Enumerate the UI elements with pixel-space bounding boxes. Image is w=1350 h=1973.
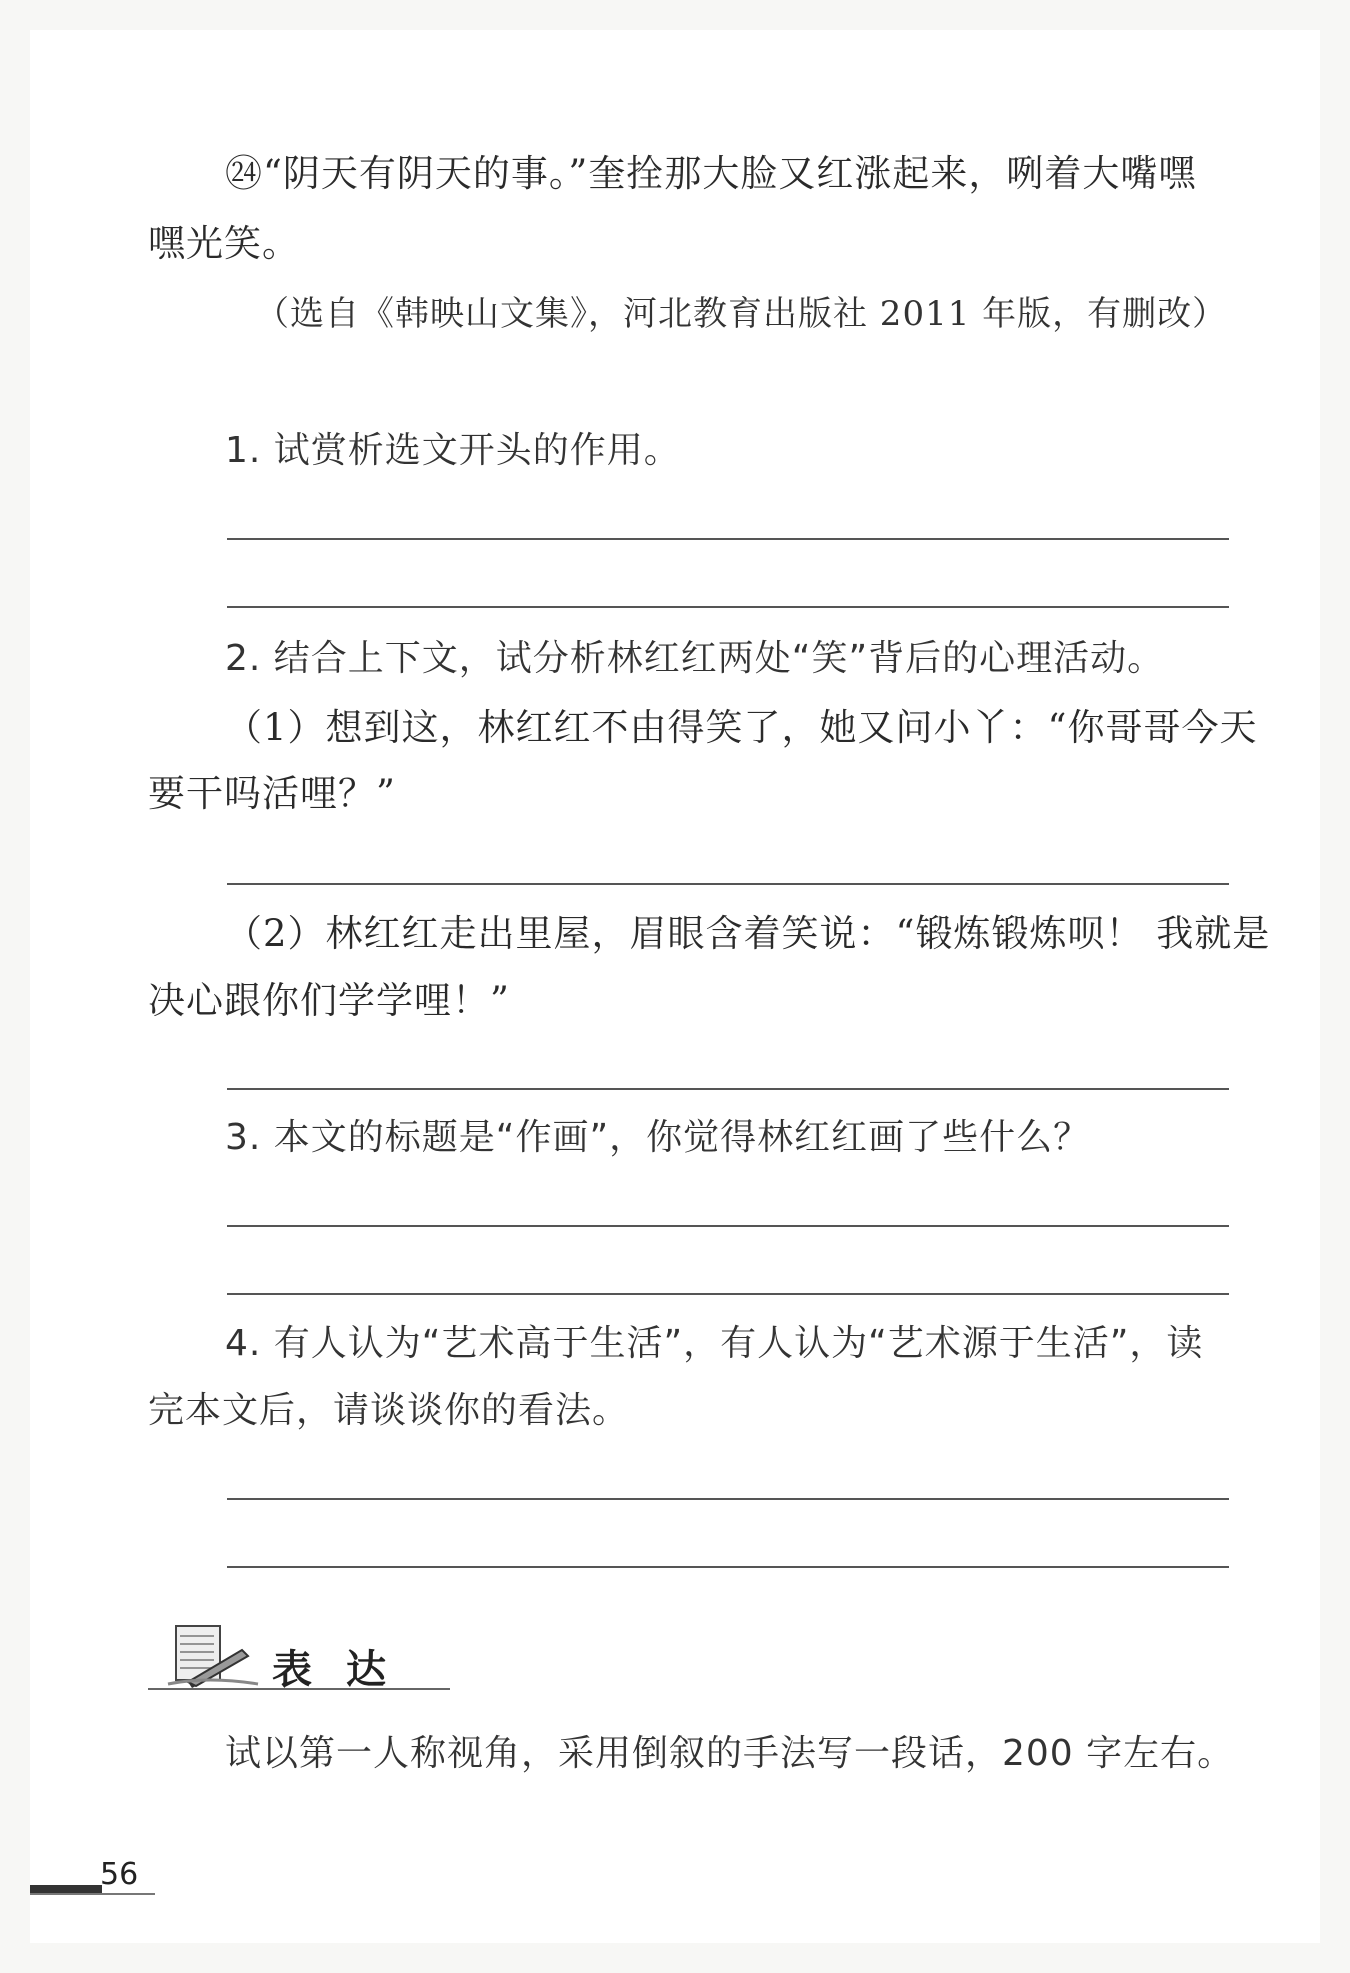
question-2-part-1-line2: 要干吗活哩？” <box>148 772 396 815</box>
answer-line-q3-a[interactable] <box>227 1225 1229 1227</box>
passage-paragraph-24-line2: 嘿光笑。 <box>148 222 300 265</box>
passage-paragraph-24-line1: ㉔“阴天有阴天的事。”奎拴那大脸又红涨起来，咧着大嘴嘿 <box>225 152 1197 195</box>
answer-line-q2-2[interactable] <box>227 1088 1229 1090</box>
question-2-part-2-line2: 决心跟你们学学哩！” <box>148 979 510 1022</box>
answer-line-q3-b[interactable] <box>227 1293 1229 1295</box>
page-number-rule <box>30 1893 155 1895</box>
question-4-line2: 完本文后，请谈谈你的看法。 <box>148 1390 630 1431</box>
answer-line-q1-b[interactable] <box>227 606 1229 608</box>
section-title-underline <box>148 1688 450 1690</box>
question-2-part-1-line1: （1）想到这，林红红不由得笑了，她又问小丫：“你哥哥今天 <box>225 706 1258 749</box>
question-2: 2. 结合上下文，试分析林红红两处“笑”背后的心理活动。 <box>225 638 1165 679</box>
question-1: 1. 试赏析选文开头的作用。 <box>225 430 681 471</box>
passage-source-citation: （选自《韩映山文集》，河北教育出版社 2011 年版，有删改） <box>255 294 1228 334</box>
answer-line-q4-a[interactable] <box>227 1498 1229 1500</box>
question-2-part-2-line1: （2）林红红走出里屋，眉眼含着笑说：“锻炼锻炼呗！ 我就是 <box>225 912 1271 955</box>
answer-line-q4-b[interactable] <box>227 1566 1229 1568</box>
notebook-pen-icon <box>148 1620 268 1690</box>
writing-prompt: 试以第一人称视角，采用倒叙的手法写一段话，200 字左右。 <box>225 1733 1235 1774</box>
answer-line-q2-1[interactable] <box>227 883 1229 885</box>
question-3: 3. 本文的标题是“作画”，你觉得林红红画了些什么？ <box>225 1117 1091 1158</box>
section-title: 表达 <box>272 1647 420 1693</box>
page-number: 56 <box>100 1857 139 1892</box>
question-4-line1: 4. 有人认为“艺术高于生活”，有人认为“艺术源于生活”，读 <box>225 1323 1204 1364</box>
answer-line-q1-a[interactable] <box>227 538 1229 540</box>
